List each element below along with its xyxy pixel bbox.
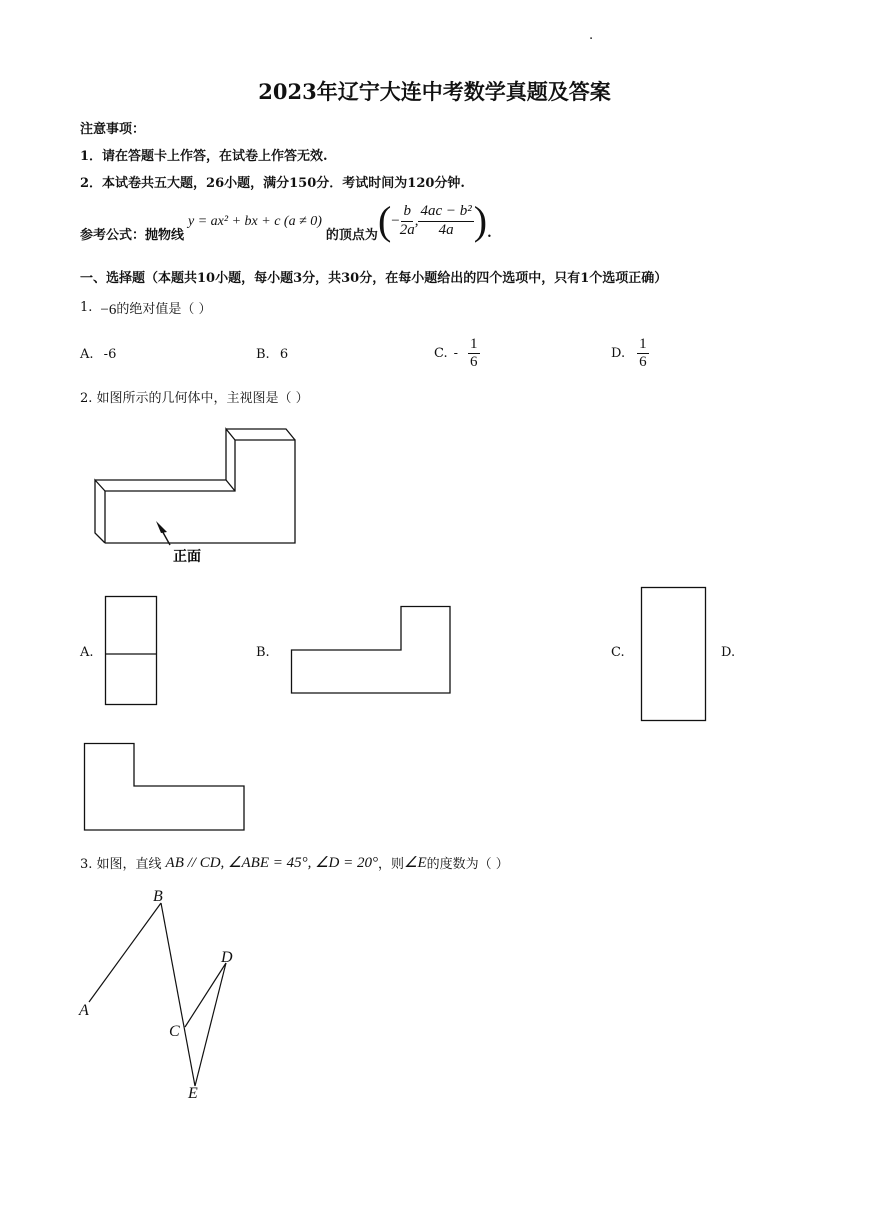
q1-option-a bbox=[80, 347, 116, 362]
line-de bbox=[195, 963, 226, 1086]
point-b-label: B bbox=[153, 888, 163, 905]
formula-suffix: . bbox=[487, 225, 492, 241]
question-3-stem bbox=[80, 853, 509, 872]
q2-option-c-figure bbox=[640, 586, 708, 723]
q2-option-a-figure bbox=[104, 595, 160, 707]
line-cd bbox=[185, 963, 226, 1027]
q1-option-d bbox=[611, 336, 649, 372]
corner-dot: . bbox=[589, 28, 594, 43]
q2-solid-figure bbox=[85, 420, 315, 570]
vertex-y-num: 4ac − b² bbox=[418, 203, 473, 221]
option-fraction bbox=[468, 336, 480, 372]
q1-value: −6 bbox=[100, 302, 117, 318]
option-label: C. bbox=[434, 346, 448, 362]
q3-math: AB // CD, ∠ABE = 45°, ∠D = 20° bbox=[165, 855, 379, 871]
q2-option-c-label: C. bbox=[611, 645, 625, 660]
vertex-x-den: 2a bbox=[399, 221, 415, 238]
section-heading: 一、选择题（本题共10小题，每小题3分，共30分，在每小题给出的四个选项中，只有1个选项正确） bbox=[80, 271, 668, 286]
q1-text: 的绝对值是（ ） bbox=[116, 302, 212, 317]
question-2-stem: 2. 如图所示的几何体中，主视图是（ ） bbox=[80, 391, 309, 406]
front-face bbox=[105, 440, 295, 543]
fraction-num: 1 bbox=[637, 336, 649, 354]
q1-option-b bbox=[256, 347, 288, 362]
q3-mid: ，则 bbox=[378, 857, 405, 872]
vertex-x-fraction bbox=[400, 203, 415, 239]
fraction-num: 1 bbox=[468, 336, 480, 354]
fraction-den: 6 bbox=[470, 354, 478, 371]
line-ab bbox=[89, 903, 161, 1002]
q2-option-d-label: D. bbox=[721, 645, 736, 660]
formula-middle: 的顶点为 bbox=[325, 227, 378, 243]
q3-prefix: 3. 如图，直线 bbox=[80, 857, 162, 872]
parabola-equation: y = ax² + bx + c (a ≠ 0) bbox=[188, 214, 322, 229]
point-c-label: C bbox=[169, 1023, 180, 1040]
q1-number: 1. bbox=[80, 300, 93, 315]
option-text: 6 bbox=[279, 347, 289, 362]
q2-option-d-figure bbox=[83, 742, 247, 834]
reference-formula bbox=[80, 200, 492, 250]
formula-prefix: 参考公式：抛物线 bbox=[80, 227, 185, 243]
q2-option-a-label: A. bbox=[80, 645, 94, 660]
option-fraction bbox=[637, 336, 649, 372]
question-1-stem bbox=[80, 300, 212, 319]
vertex-y-fraction bbox=[418, 203, 473, 239]
line-be bbox=[161, 903, 195, 1086]
q2-option-b-figure bbox=[290, 605, 453, 697]
option-label: D. bbox=[611, 346, 626, 362]
notes-heading: 注意事项： bbox=[80, 122, 146, 137]
fraction-den: 6 bbox=[639, 354, 647, 371]
option-label: B. bbox=[256, 347, 270, 362]
q2-option-b-label: B. bbox=[256, 645, 270, 660]
point-e-label: E bbox=[188, 1085, 198, 1102]
page-title: 2023年辽宁大连中考数学真题及答案 bbox=[258, 79, 611, 104]
q3-suffix: 的度数为（ ） bbox=[426, 857, 509, 872]
option-label: A. bbox=[80, 347, 94, 362]
q3-geometry-figure bbox=[75, 885, 240, 1105]
q3-angle: ∠E bbox=[404, 855, 427, 871]
option-text: -6 bbox=[103, 347, 117, 362]
vertex-y-den: 4a bbox=[438, 221, 454, 238]
point-d-label: D bbox=[221, 949, 233, 966]
note-item: 1．请在答题卡上作答，在试卷上作答无效. bbox=[80, 149, 328, 164]
arrow-head bbox=[156, 521, 167, 533]
front-label: 正面 bbox=[173, 550, 201, 565]
vertex-expression: ( − $\frac{b}{2a}$ , $\frac{\text{4ac − b²}}{4a}$ ) bbox=[377, 198, 488, 243]
note-item: 2．本试卷共五大题，26小题，满分150分．考试时间为120分钟. bbox=[80, 176, 465, 191]
vertex-x-num: b bbox=[401, 203, 413, 221]
q1-option-c bbox=[434, 336, 480, 372]
option-sign: - bbox=[453, 346, 459, 362]
point-a-label: A bbox=[79, 1002, 89, 1019]
